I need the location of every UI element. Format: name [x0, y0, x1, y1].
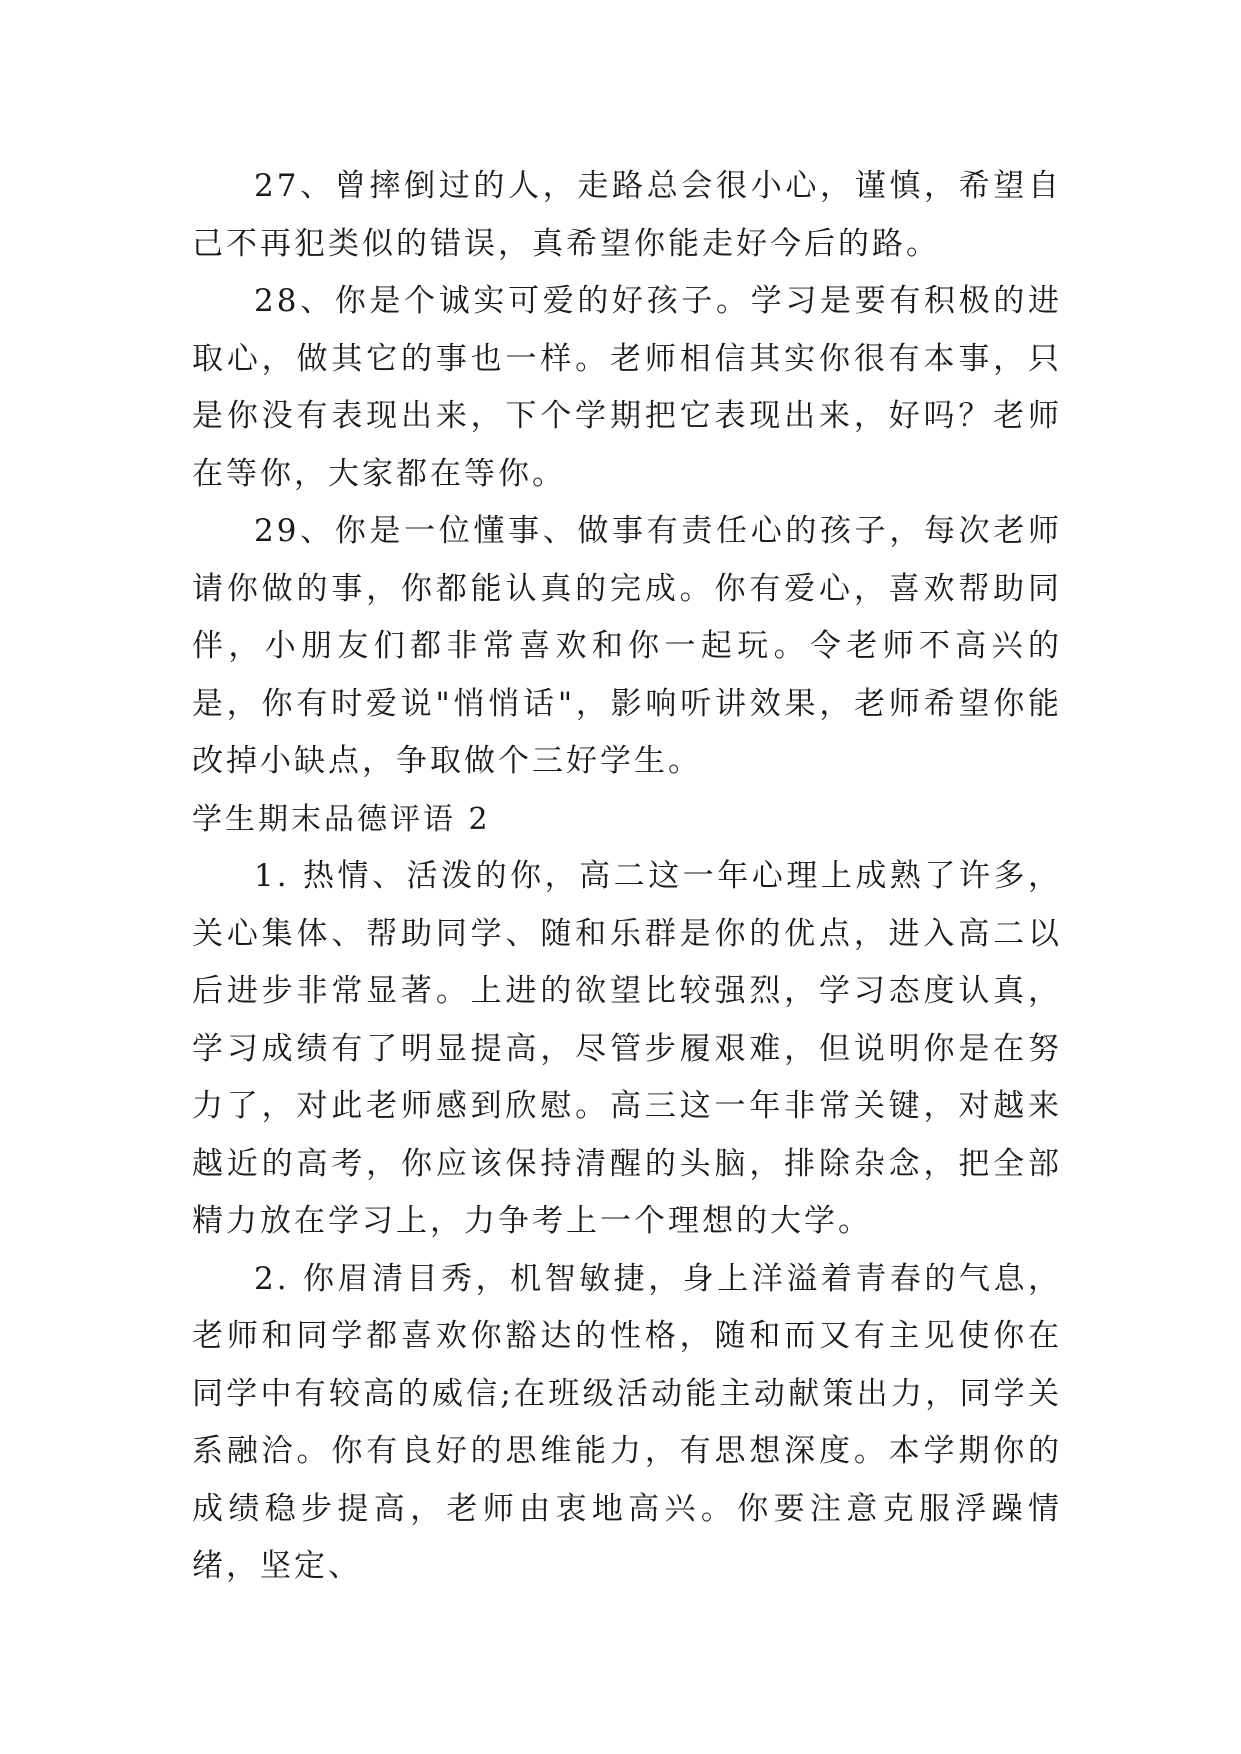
comment-paragraph-2: 2. 你眉清目秀，机智敏捷，身上洋溢着青春的气息，老师和同学都喜欢你豁达的性格，随和而又有主见使你在同学中有较高的威信;在班级活动能主动献策出力，同学关系融洽。你有良好的思维能力，有思想深度。本学期你的成绩稳步提高，老师由衷地高兴。你要注意克服浮躁情绪，坚定、	[192, 1260, 1062, 1584]
section-heading: 学生期末品德评语 2	[192, 801, 491, 837]
document-body	[192, 158, 1062, 1596]
comment-paragraph-29: 29、你是一位懂事、做事有责任心的孩子，每次老师请你做的事，你都能认真的完成。你有爱心，喜欢帮助同伴，小朋友们都非常喜欢和你一起玩。令老师不高兴的是，你有时爱说"悄悄话"，影响听讲效果，老师希望你能改掉小缺点，争取做个三好学生。	[192, 513, 1062, 779]
comment-paragraph-28: 28、你是个诚实可爱的好孩子。学习是要有积极的进取心，做其它的事也一样。老师相信其实你很有本事，只是你没有表现出来，下个学期把它表现出来，好吗？老师在等你，大家都在等你。	[192, 283, 1062, 492]
comment-paragraph-27: 27、曾摔倒过的人，走路总会很小心，谨慎，希望自己不再犯类似的错误，真希望你能走好今后的路。	[192, 168, 1062, 262]
comment-paragraph-1: 1. 热情、活泼的你，高二这一年心理上成熟了许多，关心集体、帮助同学、随和乐群是你的优点，进入高二以后进步非常显著。上进的欲望比较强烈，学习态度认真，学习成绩有了明显提高，尽管步履艰难，但说明你是在努力了，对此老师感到欣慰。高三这一年非常关键，对越来越近的高考，你应该保持清醒的头脑，排除杂念，把全部精力放在学习上，力争考上一个理想的大学。	[192, 858, 1062, 1239]
